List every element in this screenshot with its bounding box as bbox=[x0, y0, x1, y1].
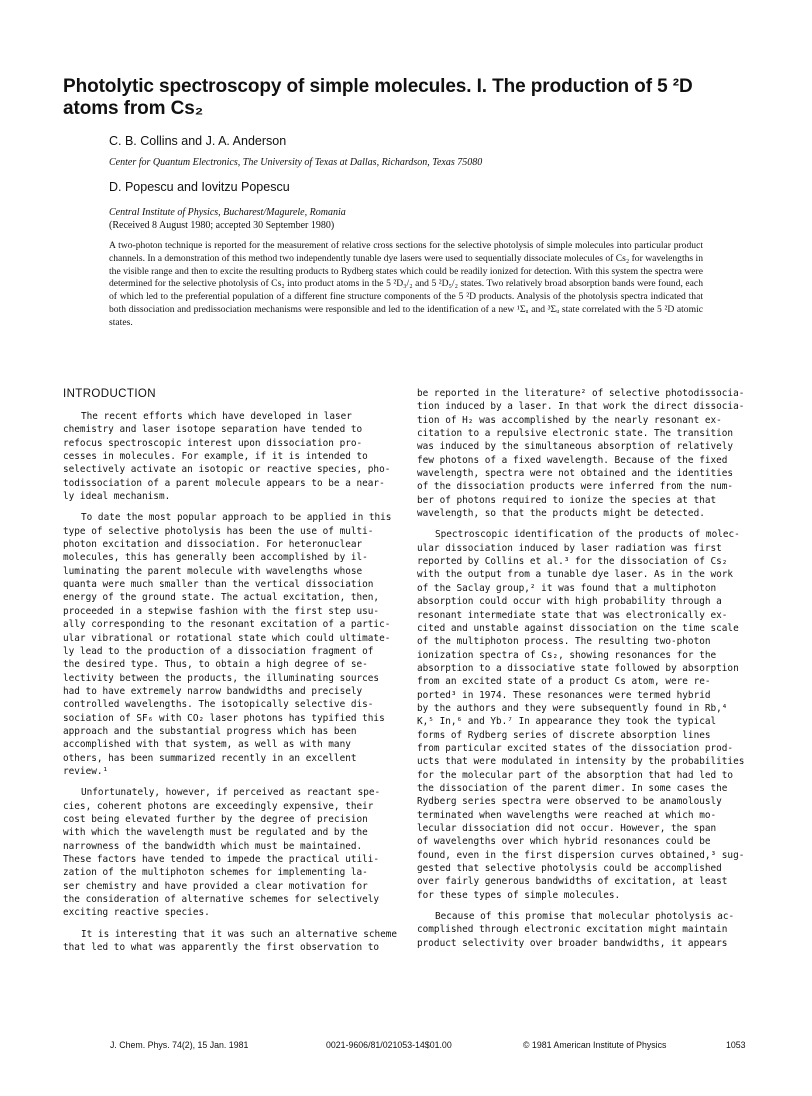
right-column bbox=[417, 387, 762, 958]
authors-group-2: D. Popescu and Iovitzu Popescu bbox=[109, 180, 290, 194]
paragraph: It is interesting that it was such an alternative scheme that led to what was apparently the first observation to bbox=[63, 928, 398, 954]
authors-group-1: C. B. Collins and J. A. Anderson bbox=[109, 134, 287, 148]
left-column bbox=[63, 387, 408, 962]
paragraph: Unfortunately, however, if perceived as reactant spe- cies, coherent photons are exceedingly expensive, their cost being elevated further by the degree of precision with which the wavelength must be regulated and by the narrowness of the bandwidth which must be maintained. These factors have tended to impede the practical utili- zation of the multiphoton schemes for implementing la- ser chemistry and have provided a clear motivation for the consideration of alternative schemes for selectively exciting reactive species. bbox=[63, 787, 381, 919]
paragraph-continued: be reported in the literature² of selective photodissocia- tion induced by a laser. In that work the direct dissocia- tion of H₂ was accomplished by the nearly resonant ex- citation to a repulsive electronic state. The transition was induced by the simultaneous absorption of relatively few photons of a fixed wavelength. Because of the fixed wavelength, spectra were not obtained and the identities of the dissociation products were inferred from the num- ber of photons required to ionize the species at that wavelength, so that the products might be detected. bbox=[417, 388, 745, 520]
received-dates: (Received 8 August 1980; accepted 30 September 1980) bbox=[109, 220, 335, 231]
article-title: Photolytic spectroscopy of simple molecules. I. The production of 5 ²D atoms from Cs₂ bbox=[63, 76, 693, 119]
page-footer bbox=[0, 1039, 812, 1053]
footer-copyright: © 1981 American Institute of Physics bbox=[523, 1040, 667, 1050]
section-heading-introduction: INTRODUCTION bbox=[63, 388, 156, 400]
affiliation-2: Central Institute of Physics, Bucharest/Magurele, Romania bbox=[109, 207, 346, 218]
paragraph: To date the most popular approach to be applied in this type of selective photolysis has been the use of multi- photon excitation and dissociation. For heteronuclear molecules, this has generally been accomplished by il- luminating the parent molecule with wavelengths whose quanta were much smaller than the vertical dissociation energy of the ground state. The actual excitation, then, proceeded in a stepwise fashion with the first step usu- ally corresponding to the resonant excitation of a partic- ular vibrational or rotational state which could ultimate- ly lead to the production of a dissociation fragment of the desired type. Thus, to obtain a high degree of se- lectivity between the products, the illuminating sources had to have extremely narrow bandwidths and precisely controlled wavelengths. The isotopically selective dis- sociation of SF₆ with CO₂ laser photons has typified this approach and the substantial progress which has been accomplished with that system, as well as with many others, has been summarized recently in an excellent review.¹ bbox=[63, 512, 392, 777]
footer-code: 0021-9606/81/021053-14$01.00 bbox=[326, 1040, 452, 1050]
affiliation-1: Center for Quantum Electronics, The University of Texas at Dallas, Richardson, Texas 75080 bbox=[109, 157, 483, 168]
footer-journal: J. Chem. Phys. 74(2), 15 Jan. 1981 bbox=[110, 1040, 249, 1050]
footer-page-number: 1053 bbox=[726, 1040, 746, 1050]
paragraph: Spectroscopic identification of the products of molec- ular dissociation induced by laser radiation was first reported by Collins et al.³ for the dissociation of Cs₂ with the output from a tunable dye laser. As in the work of the Saclay group,² it was found that a multiphoton absorption could occur with high probability through a resonant intermediate state that was electronically ex- cited and unstable against dissociation on the time scale of the multiphoton process. The resulting two-photon ionization spectra of Cs₂, showing resonances for the absorption to a dissociative state followed by absorption from an excited state of a product Cs atom, were re- ported³ in 1974. These resonances were termed hybrid by the authors and they were subsequently found in Rb,⁴ K,⁵ In,⁶ and Yb.⁷ In appearance they took the typical forms of Rydberg series of discrete absorption lines from particular excited states of the dissociation prod- ucts that were modulated in intensity by the probabilities for the molecular part of the absorption that had led to the dissociation of the parent dimer. In some cases the Rydberg series spectra were observed to be anamolously terminated when wavelengths were reached at which mo- lecular dissociation did not occur. However, the span of wavelengths over which hybrid resonances could be found, even in the first dispersion curves obtained,³ sug- gested that selective photolysis could be accomplished over fairly generous bandwidths of excitation, at least for these types of simple molecules. bbox=[417, 529, 745, 901]
paragraph: The recent efforts which have developed in laser chemistry and laser isotope separation have tended to refocus spectroscopic interest upon dissociation pro- cesses in molecules. For example, if it is intended to selectively activate an isotopic or reactive species, pho- todissociation of a parent molecule appears to be a near- ly ideal mechanism. bbox=[63, 411, 391, 503]
abstract bbox=[109, 240, 703, 330]
paragraph: Because of this promise that molecular photolysis ac- complished through electronic excitation might maintain product selectivity over broader bandwidths, it appears bbox=[417, 911, 735, 949]
abstract-text: A two-photon technique is reported for the measurement of relative cross sections for the selective photolysis of simple molecules into particular product channels. In a demonstration of this method two independently tunable dye lasers were used to sequentially dissociate molecules of Cs₂ for wavelengths in the visible range and then to excite the resulting products to Rydberg states which could be readily ionized for detection. With this system the spectra were determined for the selective photolysis of Cs₂ into product atoms in the 5 ²D₃/₂ and 5 ²D₅/₂ states. Two relatively broad absorption bands were found, each of which led to the preferential population of a different fine structure components of the 5 ²D products. Analysis of the photolysis spectra indicated that both dissociation and predissociation mechanisms were responsible and led to the identification of a new ¹Σᵤ and ³Σᵤ state correlated with the 5 ²D atomic states. bbox=[109, 240, 704, 328]
